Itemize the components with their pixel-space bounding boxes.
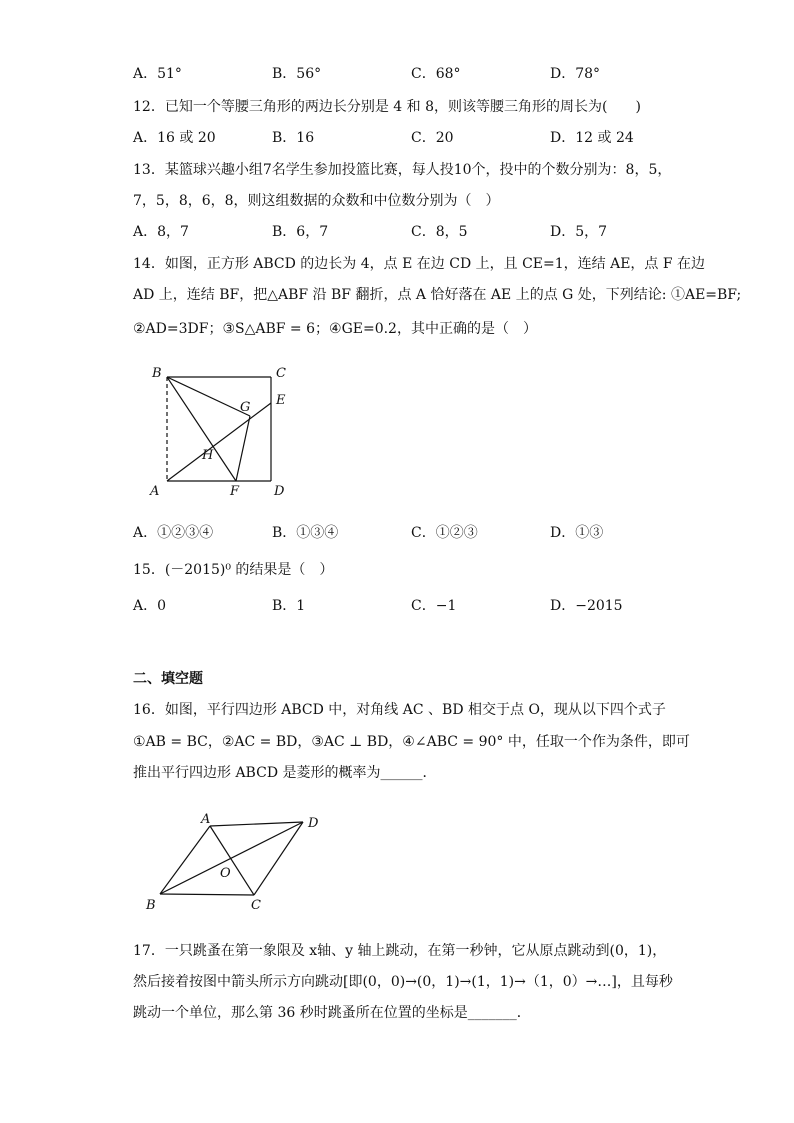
q12-option-d[interactable]: D．12 或 24 bbox=[550, 130, 634, 146]
q11-option-d[interactable]: D．78° bbox=[550, 66, 601, 82]
q13-option-b[interactable]: B．6，7 bbox=[272, 224, 329, 240]
q14-option-d[interactable]: D．①③ bbox=[550, 525, 604, 541]
label-g: G bbox=[240, 400, 251, 415]
q14-options bbox=[133, 523, 693, 543]
q12-option-b[interactable]: B．16 bbox=[272, 130, 315, 146]
segment-gf bbox=[236, 416, 250, 481]
q13-text-line2: 7，5，8，6，8，则这组数据的众数和中位数分别为（ ） bbox=[133, 193, 500, 209]
q13-options bbox=[133, 222, 693, 242]
q17-text-line3: 跳动一个单位，那么第 36 秒时跳蚤所在位置的坐标是_______． bbox=[133, 1005, 531, 1021]
side-ab bbox=[160, 826, 210, 894]
q14-square-figure bbox=[140, 360, 300, 502]
diagonal-ac bbox=[210, 826, 254, 895]
q13-text-line1: 13．某篮球兴趣小组7名学生参加投篮比赛，每人投10个，投中的个数分别为：8，5， bbox=[133, 162, 672, 178]
q15-text: 15．(－2015)⁰ 的结果是（ ） bbox=[133, 562, 334, 578]
section-title: 二、填空题 bbox=[133, 671, 203, 687]
q13-option-d[interactable]: D．5，7 bbox=[550, 224, 608, 240]
q14-option-a[interactable]: A．①②③④ bbox=[133, 525, 214, 541]
q16-parallelogram-figure bbox=[140, 806, 340, 918]
q11-options bbox=[133, 64, 693, 84]
q14-text-line2: AD 上，连结 BF，把△ABF 沿 BF 翻折，点 A 恰好落在 AE 上的点 G 处，下列结论: ①AE=BF; bbox=[133, 287, 742, 303]
side-cd bbox=[254, 822, 303, 895]
diagonal-bd bbox=[160, 822, 303, 894]
label-f: F bbox=[230, 484, 240, 499]
q12-options bbox=[133, 128, 693, 148]
q15-option-d[interactable]: D．−2015 bbox=[550, 598, 623, 614]
q14-text-line3: ②AD=3DF；③S△ABF = 6；④GE=0.2，其中正确的是（ ） bbox=[133, 321, 537, 337]
q16-text-line2: ①AB = BC，②AC = BD，③AC ⊥ BD，④∠ABC = 90° 中，任取一个作为条件，即可 bbox=[133, 734, 690, 750]
q15-option-b[interactable]: B．1 bbox=[272, 598, 306, 614]
q11-option-c[interactable]: C．68° bbox=[411, 66, 461, 82]
label-d: D bbox=[274, 484, 285, 499]
q14-option-b[interactable]: B．①③④ bbox=[272, 525, 339, 541]
label-c: C bbox=[276, 366, 286, 381]
q11-option-a[interactable]: A．51° bbox=[133, 66, 182, 82]
q15-option-a[interactable]: A．0 bbox=[133, 598, 167, 614]
side-bc bbox=[160, 894, 254, 895]
label-h: H bbox=[202, 448, 214, 463]
q11-option-b[interactable]: B．56° bbox=[272, 66, 322, 82]
q14-option-c[interactable]: C．①②③ bbox=[411, 525, 478, 541]
q13-option-c[interactable]: C．8，5 bbox=[411, 224, 468, 240]
q15-options bbox=[133, 596, 693, 616]
q13-option-a[interactable]: A．8，7 bbox=[133, 224, 189, 240]
q12-option-a[interactable]: A．16 或 20 bbox=[133, 130, 216, 146]
q16-text-line3: 推出平行四边形 ABCD 是菱形的概率为______． bbox=[133, 765, 437, 781]
label-c: C bbox=[251, 898, 261, 913]
q17-text-line2: 然后接着按图中箭头所示方向跳动[即(0，0)→(0，1)→(1，1)→（1，0）→…]，且每秒 bbox=[133, 974, 673, 990]
segment-ae bbox=[167, 403, 271, 481]
label-e: E bbox=[276, 393, 286, 408]
label-o: O bbox=[220, 866, 231, 881]
label-b: B bbox=[146, 898, 156, 913]
q16-text-line1: 16．如图，平行四边形 ABCD 中，对角线 AC 、BD 相交于点 O，现从以下四个式子 bbox=[133, 702, 666, 718]
q14-text-line1: 14．如图，正方形 ABCD 的边长为 4，点 E 在边 CD 上，且 CE=1，连结 AE，点 F 在边 bbox=[133, 256, 706, 272]
q12-option-c[interactable]: C．20 bbox=[411, 130, 454, 146]
label-a: A bbox=[201, 812, 211, 827]
side-ad bbox=[210, 822, 303, 826]
q15-option-c[interactable]: C．−1 bbox=[411, 598, 457, 614]
label-a: A bbox=[150, 484, 160, 499]
q17-text-line1: 17．一只跳蚤在第一象限及 x轴、y 轴上跳动，在第一秒钟，它从原点跳动到(0，1)， bbox=[133, 943, 667, 959]
q12-text: 12．已知一个等腰三角形的两边长分别是 4 和 8，则该等腰三角形的周长为( ) bbox=[133, 99, 641, 115]
label-b: B bbox=[152, 366, 162, 381]
label-d: D bbox=[308, 816, 319, 831]
